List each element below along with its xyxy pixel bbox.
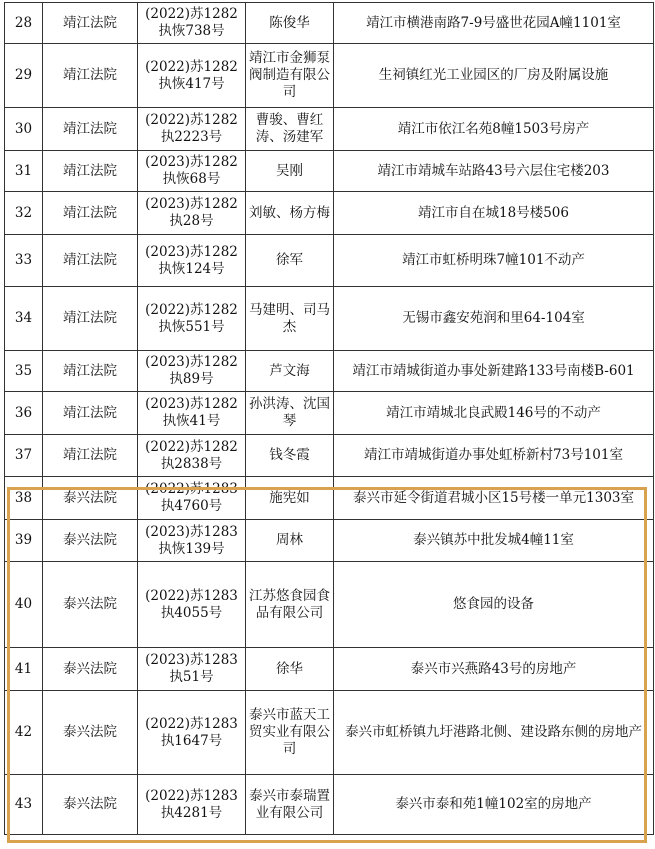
row-number-cell: 31	[5, 151, 43, 192]
table-row	[5, 477, 654, 520]
table-row	[5, 562, 654, 648]
property-description-cell: 靖江市靖城街道办事处新建路133号南楼B-601	[334, 351, 654, 392]
row-number-cell: 39	[5, 520, 43, 562]
respondent-cell: 钱冬霞	[246, 435, 334, 477]
court-name-cell: 靖江法院	[43, 392, 138, 435]
row-number-cell: 35	[5, 351, 43, 392]
property-description-cell: 靖江市横港南路7-9号盛世花园A幢1101室	[334, 3, 654, 44]
court-name-cell: 泰兴法院	[43, 562, 138, 648]
case-number-cell: (2023)苏1282执89号	[138, 351, 246, 392]
case-number-cell: (2023)苏1283执51号	[138, 648, 246, 691]
row-number-cell: 30	[5, 108, 43, 151]
respondent-cell: 孙洪涛、沈国琴	[246, 392, 334, 435]
row-number-cell: 42	[5, 691, 43, 775]
property-description-cell: 生祠镇红光工业园区的厂房及附属设施	[334, 44, 654, 108]
table-row	[5, 775, 654, 835]
row-number-cell: 32	[5, 192, 43, 235]
court-name-cell: 靖江法院	[43, 435, 138, 477]
property-description-cell: 泰兴市泰和苑1幢102室的房地产	[334, 775, 654, 835]
case-number-cell: (2022)苏1282执恢417号	[138, 44, 246, 108]
respondent-cell: 陈俊华	[246, 3, 334, 44]
property-description-cell: 泰兴市兴燕路43号的房地产	[334, 648, 654, 691]
respondent-cell: 泰兴市泰瑞置业有限公司	[246, 775, 334, 835]
case-number-cell: (2022)苏1283执4760号	[138, 477, 246, 520]
table-row	[5, 392, 654, 435]
court-name-cell: 靖江法院	[43, 151, 138, 192]
table-row	[5, 691, 654, 775]
row-number-cell: 43	[5, 775, 43, 835]
respondent-cell: 曹骏、曹红涛、汤建军	[246, 108, 334, 151]
case-number-cell: (2022)苏1283执4055号	[138, 562, 246, 648]
court-name-cell: 泰兴法院	[43, 648, 138, 691]
case-number-cell: (2022)苏1283执4281号	[138, 775, 246, 835]
court-name-cell: 靖江法院	[43, 287, 138, 351]
property-description-cell: 靖江市靖城北良武殿146号的不动产	[334, 392, 654, 435]
court-name-cell: 泰兴法院	[43, 477, 138, 520]
property-table	[4, 2, 654, 835]
respondent-cell: 徐华	[246, 648, 334, 691]
court-name-cell: 靖江法院	[43, 108, 138, 151]
row-number-cell: 40	[5, 562, 43, 648]
property-description-cell: 泰兴镇苏中批发城4幢11室	[334, 520, 654, 562]
respondent-cell: 施宪如	[246, 477, 334, 520]
table-row	[5, 44, 654, 108]
table-row	[5, 108, 654, 151]
row-number-cell: 34	[5, 287, 43, 351]
court-name-cell: 靖江法院	[43, 351, 138, 392]
row-number-cell: 36	[5, 392, 43, 435]
table-row	[5, 520, 654, 562]
court-name-cell: 靖江法院	[43, 44, 138, 108]
property-description-cell: 泰兴市延令街道君城小区15号楼一单元1303室	[334, 477, 654, 520]
table-row	[5, 287, 654, 351]
respondent-cell: 周林	[246, 520, 334, 562]
row-number-cell: 28	[5, 3, 43, 44]
table-row	[5, 351, 654, 392]
row-number-cell: 29	[5, 44, 43, 108]
respondent-cell: 徐军	[246, 235, 334, 287]
property-description-cell: 靖江市自在城18号楼506	[334, 192, 654, 235]
property-description-cell: 泰兴市虹桥镇九圩港路北侧、建设路东侧的房地产	[334, 691, 654, 775]
respondent-cell: 刘敏、杨方梅	[246, 192, 334, 235]
court-name-cell: 靖江法院	[43, 235, 138, 287]
table-body	[5, 3, 654, 835]
case-number-cell: (2023)苏1282执恢41号	[138, 392, 246, 435]
respondent-cell: 芦文海	[246, 351, 334, 392]
respondent-cell: 泰兴市蓝天工贸实业有限公司	[246, 691, 334, 775]
case-number-cell: (2023)苏1283执恢139号	[138, 520, 246, 562]
case-number-cell: (2022)苏1282执2838号	[138, 435, 246, 477]
court-name-cell: 泰兴法院	[43, 691, 138, 775]
respondent-cell: 靖江市金狮泵阀制造有限公司	[246, 44, 334, 108]
respondent-cell: 江苏悠食园食品有限公司	[246, 562, 334, 648]
property-description-cell: 悠食园的设备	[334, 562, 654, 648]
case-number-cell: (2022)苏1282执2223号	[138, 108, 246, 151]
case-number-cell: (2022)苏1283执1647号	[138, 691, 246, 775]
court-name-cell: 泰兴法院	[43, 775, 138, 835]
court-name-cell: 靖江法院	[43, 192, 138, 235]
case-number-cell: (2022)苏1282执恢551号	[138, 287, 246, 351]
table-row	[5, 192, 654, 235]
table-row	[5, 235, 654, 287]
case-number-cell: (2023)苏1282执28号	[138, 192, 246, 235]
property-description-cell: 无锡市鑫安苑润和里64-104室	[334, 287, 654, 351]
court-name-cell: 泰兴法院	[43, 520, 138, 562]
table-row	[5, 151, 654, 192]
table-row	[5, 3, 654, 44]
case-number-cell: (2023)苏1282执恢68号	[138, 151, 246, 192]
table-row	[5, 648, 654, 691]
property-description-cell: 靖江市虹桥明珠7幢101不动产	[334, 235, 654, 287]
court-name-cell: 靖江法院	[43, 3, 138, 44]
row-number-cell: 38	[5, 477, 43, 520]
table-row	[5, 435, 654, 477]
row-number-cell: 33	[5, 235, 43, 287]
respondent-cell: 吴刚	[246, 151, 334, 192]
case-number-cell: (2022)苏1282执恢738号	[138, 3, 246, 44]
property-description-cell: 靖江市靖城街道办事处虹桥新村73号101室	[334, 435, 654, 477]
row-number-cell: 37	[5, 435, 43, 477]
respondent-cell: 马建明、司马杰	[246, 287, 334, 351]
property-description-cell: 靖江市靖城车站路43号六层住宅楼203	[334, 151, 654, 192]
case-number-cell: (2023)苏1282执恢124号	[138, 235, 246, 287]
row-number-cell: 41	[5, 648, 43, 691]
property-description-cell: 靖江市依江名苑8幢1503号房产	[334, 108, 654, 151]
